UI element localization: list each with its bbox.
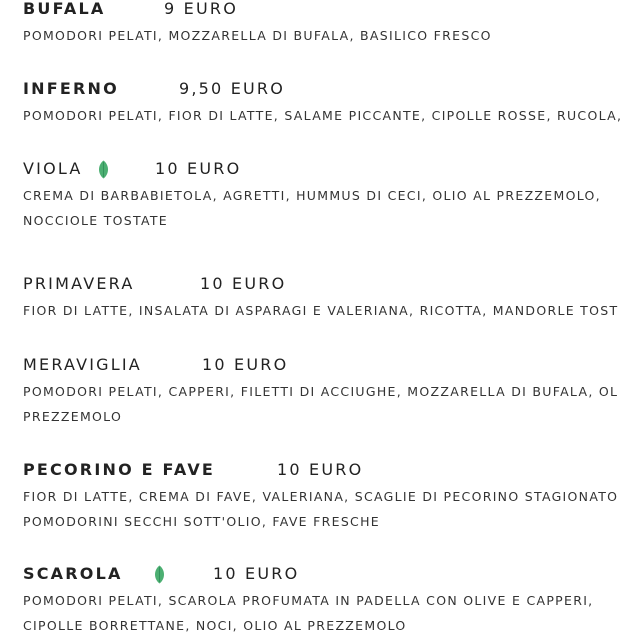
pizza-name: INFERNO xyxy=(23,79,119,98)
pizza-ingredients xyxy=(23,380,640,429)
pizza-price: 10 EURO xyxy=(155,159,242,178)
menu-item-header xyxy=(23,354,640,376)
menu-item-header xyxy=(23,0,640,20)
pizza-ingredients xyxy=(23,184,640,233)
menu-item-header xyxy=(23,273,640,295)
pizza-name: SCAROLA xyxy=(23,564,123,583)
menu-item-viola xyxy=(23,158,640,233)
pizza-ingredients xyxy=(23,24,640,49)
ingredients-line: POMODORI PELATI, FIOR DI LATTE, SALAME PICCANTE, CIPOLLE ROSSE, RUCOLA, xyxy=(23,108,623,123)
pizza-price: 10 EURO xyxy=(202,355,289,374)
pizza-ingredients xyxy=(23,485,640,534)
menu-item-header xyxy=(23,563,640,585)
menu-item-pecorino-e-fave xyxy=(23,459,640,534)
ingredients-line: FIOR DI LATTE, CREMA DI FAVE, VALERIANA, SCAGLIE DI PECORINO STAGIONATO xyxy=(23,489,619,504)
menu-item-bufala xyxy=(23,0,640,49)
ingredients-line: POMODORI PELATI, SCAROLA PROFUMATA IN PADELLA CON OLIVE E CAPPERI, xyxy=(23,593,594,608)
pizza-name: PRIMAVERA xyxy=(23,274,135,293)
pizza-price: 10 EURO xyxy=(200,274,287,293)
pizza-price: 10 EURO xyxy=(277,460,364,479)
menu-item-primavera xyxy=(23,273,640,324)
pizza-name: MERAVIGLIA xyxy=(23,355,142,374)
leaf-icon xyxy=(97,160,110,179)
ingredients-line: PREZZEMOLO xyxy=(23,408,123,424)
menu-item-header xyxy=(23,78,640,100)
pizza-price: 9 EURO xyxy=(164,0,238,18)
pizza-ingredients xyxy=(23,299,640,324)
ingredients-line: CREMA DI BARBABIETOLA, AGRETTI, HUMMUS DI CECI, OLIO AL PREZZEMOLO, xyxy=(23,188,601,203)
menu-item-meraviglia xyxy=(23,354,640,429)
ingredients-line: CIPOLLE BORRETTANE, NOCI, OLIO AL PREZZEMOLO xyxy=(23,617,407,633)
menu-item-header xyxy=(23,158,640,180)
pizza-ingredients xyxy=(23,589,640,638)
menu-item-scarola xyxy=(23,563,640,638)
pizza-name: BUFALA xyxy=(23,0,106,18)
leaf-icon xyxy=(153,565,166,584)
pizza-name: PECORINO E FAVE xyxy=(23,460,216,479)
ingredients-line: POMODORINI SECCHI SOTT'OLIO, FAVE FRESCHE xyxy=(23,513,380,529)
pizza-ingredients xyxy=(23,104,640,129)
menu-item-header xyxy=(23,459,640,481)
ingredients-line: NOCCIOLE TOSTATE xyxy=(23,212,168,228)
ingredients-line: POMODORI PELATI, MOZZARELLA DI BUFALA, BASILICO FRESCO xyxy=(23,28,492,43)
pizza-price: 9,50 EURO xyxy=(179,79,286,98)
ingredients-line: FIOR DI LATTE, INSALATA DI ASPARAGI E VALERIANA, RICOTTA, MANDORLE TOST xyxy=(23,303,619,318)
pizza-name: VIOLA xyxy=(23,159,83,178)
menu-item-inferno xyxy=(23,78,640,129)
pizza-price: 10 EURO xyxy=(213,564,300,583)
ingredients-line: POMODORI PELATI, CAPPERI, FILETTI DI ACCIUGHE, MOZZARELLA DI BUFALA, OL xyxy=(23,384,619,399)
